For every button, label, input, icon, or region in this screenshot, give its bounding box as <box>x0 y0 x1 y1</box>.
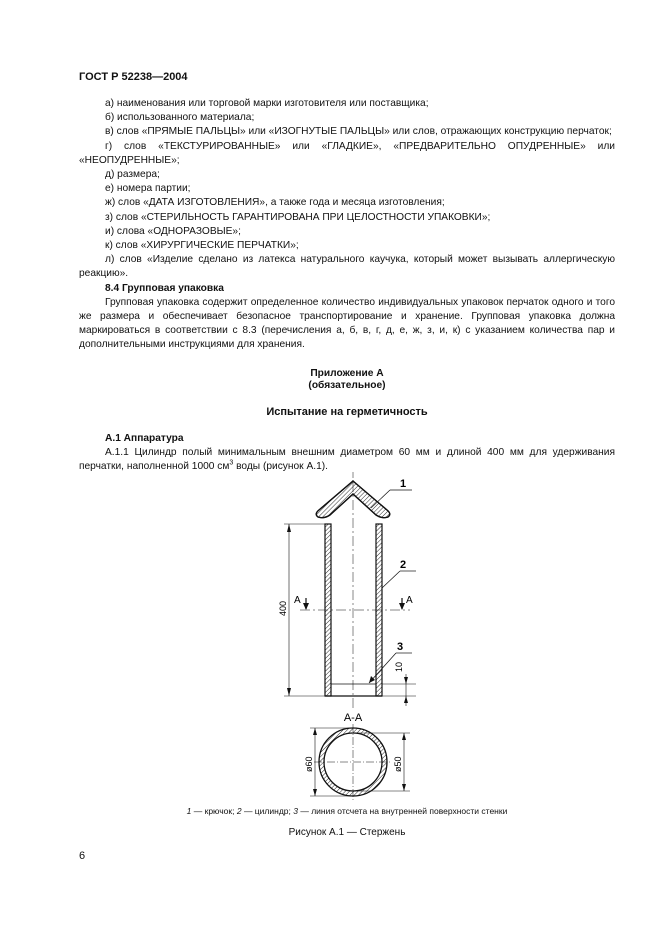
subsection-paragraph <box>79 446 615 474</box>
annex-status: (обязательное) <box>308 380 386 391</box>
section-plane-marks <box>300 598 410 610</box>
paragraph-text: А.1.1 Цилиндр полый минимальным внешним диаметром 60 мм и длиной 400 мм для удерживания перчатки, наполненной 1000 см <box>79 447 615 473</box>
annex-heading: Испытание на герметичность <box>266 406 428 418</box>
figure-legend <box>79 804 615 818</box>
section-label: А-А <box>343 712 363 724</box>
legend-number: 2 <box>236 806 242 816</box>
section-heading: 8.4 Групповая упаковка <box>105 282 224 294</box>
document-header: ГОСТ Р 52238—2004 <box>79 71 188 83</box>
rod-figure <box>240 472 440 807</box>
rod-drawing <box>240 472 440 802</box>
section-paragraph: Групповая упаковка содержит определенное количество индивидуальных упаковок перчаток одного и того же размера и обеспечивает безопасное транспортирование и хранение. Групповая упаковка должна маркироваться в соответствии с 8.3 (перечисления а, б, в, г, д, е, ж, з, и, к) с указанием количества пар и дополнительными инструкциями для хранения. <box>79 296 615 351</box>
list-item: и) слова «ОДНОРАЗОВЫЕ»; <box>105 225 241 237</box>
marking-list <box>79 97 615 353</box>
list-item: а) наименования или торговой марки изготовителя или поставщика; <box>105 98 429 109</box>
callout-label-1: 1 <box>400 478 407 490</box>
list-item: б) использованного материала; <box>105 112 255 124</box>
list-item: ж) слов «ДАТА ИЗГОТОВЛЕНИЯ», а также года и месяца изготовления; <box>105 197 445 209</box>
legend-number: 1 <box>186 806 192 816</box>
reference-line-dimension <box>382 674 416 706</box>
callout-label-2: 2 <box>400 559 407 571</box>
cross-section <box>314 724 392 800</box>
list-item: е) номера партии; <box>105 183 191 195</box>
list-item: к) слов «ХИРУРГИЧЕСКИЕ ПЕРЧАТКИ»; <box>105 240 299 252</box>
list-item: в) слов «ПРЯМЫЕ ПАЛЬЦЫ» или «ИЗОГНУТЫЕ ПАЛЬЦЫ» или слов, отражающих конструкцию перчаток; <box>105 126 612 138</box>
annex-title: Приложение А <box>310 368 384 379</box>
legend-text: — цилиндр; <box>241 806 294 816</box>
section-mark-right: А <box>406 595 413 606</box>
hook-shape <box>316 472 390 518</box>
small-dimension-label: 10 <box>394 661 404 672</box>
section-mark-left: А <box>294 595 301 606</box>
figure-caption: Рисунок А.1 — Стержень <box>288 827 406 838</box>
superscript: 3 <box>229 460 234 468</box>
list-item: з) слов «СТЕРИЛЬНОСТЬ ГАРАНТИРОВАНА ПРИ ЦЕЛОСТНОСТИ УПАКОВКИ»; <box>105 211 491 223</box>
legend-text: — линия отсчета на внутренней поверхности стенки <box>297 806 508 816</box>
list-item: л) слов «Изделие сделано из латекса натурального каучука, который может вызывать аллергическую реакцию». <box>79 254 615 280</box>
annex-subsection <box>79 432 615 475</box>
page-number: 6 <box>79 850 86 862</box>
length-dimension-label: 400 <box>278 600 288 616</box>
legend-number: 3 <box>293 806 298 816</box>
diameter-label-left: ø60 <box>304 756 314 772</box>
list-item: г) слов «ТЕКСТУРИРОВАННЫЕ» или «ГЛАДКИЕ», «ПРЕДВАРИТЕЛЬНО ОПУДРЕННЫЕ» или «НЕОПУДРЕННЫЕ»; <box>79 140 615 166</box>
subsection-heading: А.1 Аппаратура <box>105 433 184 444</box>
paragraph-text: воды (рисунок А.1). <box>233 461 328 473</box>
callout-label-3: 3 <box>397 641 404 653</box>
diameter-label-right: ø50 <box>393 756 403 772</box>
legend-text: — крючок; <box>191 806 237 816</box>
list-item: д) размера; <box>105 169 160 181</box>
